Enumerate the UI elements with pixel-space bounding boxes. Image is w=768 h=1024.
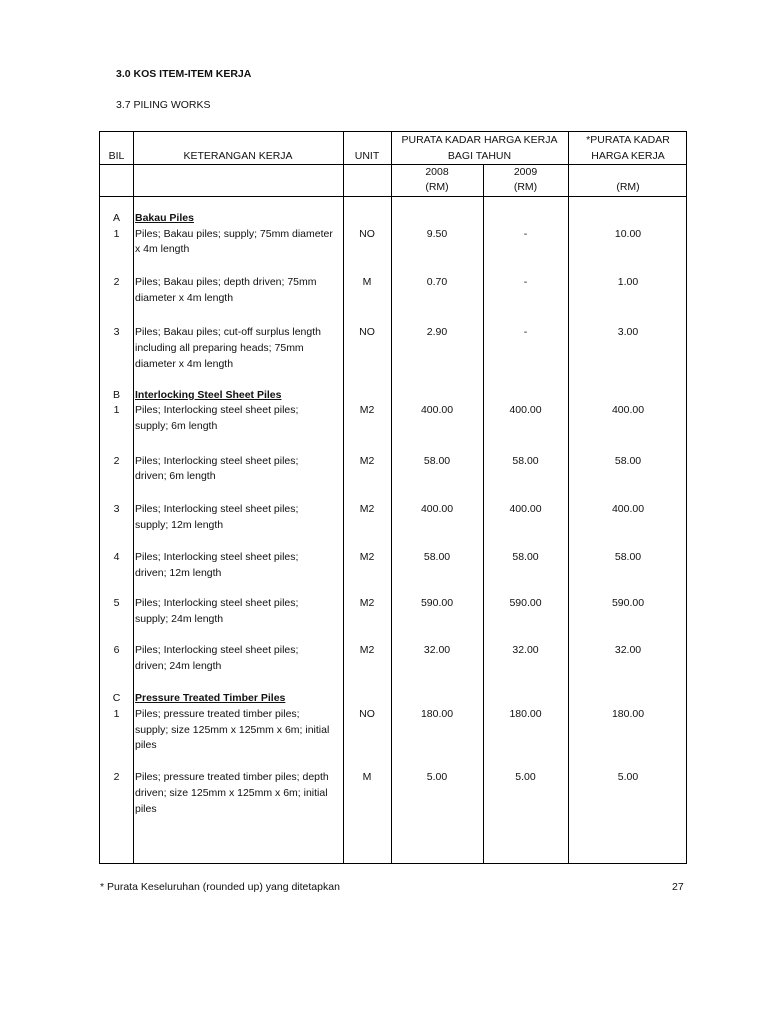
row-description-line: Piles; Interlocking steel sheet piles; <box>135 455 299 467</box>
row-rate-average: 590.00 <box>611 597 645 609</box>
row-description-line: Piles; Bakau piles; supply; 75mm diameter <box>135 228 333 240</box>
row-rate-2009: 58.00 <box>512 551 539 563</box>
section-heading: 3.0 KOS ITEM-ITEM KERJA <box>116 68 252 80</box>
row-description-line: diameter x 4m length <box>135 292 234 304</box>
subsection-heading: 3.7 PILING WORKS <box>116 99 211 111</box>
row-unit: M <box>362 276 372 288</box>
row-description-line: supply; size 125mm x 125mm x 6m; initial <box>135 724 330 736</box>
header-purata-line1: PURATA KADAR HARGA KERJA <box>401 134 558 146</box>
row-rate-2009: 32.00 <box>512 644 539 656</box>
row-unit: M2 <box>359 404 375 416</box>
row-description-line: x 4m length <box>135 243 190 255</box>
row-description-line: Piles; Interlocking steel sheet piles; <box>135 503 299 515</box>
row-rate-2008: 58.00 <box>423 455 451 467</box>
row-description-line: supply; 6m length <box>135 420 218 432</box>
page-number: 27 <box>672 881 684 893</box>
row-rate-average: 58.00 <box>614 455 642 467</box>
row-unit: M2 <box>359 455 375 467</box>
row-description-line: driven; 12m length <box>135 567 222 579</box>
row-rate-2008: 400.00 <box>420 503 454 515</box>
row-description-line: Piles; pressure treated timber piles; depth <box>135 771 329 783</box>
row-description-line: driven; 24m length <box>135 660 222 672</box>
row-bil: 3 <box>113 326 120 338</box>
row-rate-2008: 5.00 <box>426 771 448 783</box>
header-keterangan: KETERANGAN KERJA <box>183 150 293 162</box>
row-rate-2009: 400.00 <box>509 404 542 416</box>
header-overall-unit: (RM) <box>616 181 640 193</box>
row-unit: M <box>362 771 372 783</box>
row-unit: NO <box>359 326 375 338</box>
rates-table <box>99 131 687 864</box>
header-year-2008: 2008 <box>425 166 449 178</box>
row-description-line: diameter x 4m length <box>135 358 234 370</box>
row-description-line: supply; 12m length <box>135 519 224 531</box>
row-description-line: piles <box>135 739 157 751</box>
row-description-line: Piles; pressure treated timber piles; <box>135 708 300 720</box>
column-divider <box>133 132 134 863</box>
row-divider <box>100 196 686 197</box>
footnote: * Purata Keseluruhan (rounded up) yang ditetapkan <box>100 881 340 893</box>
header-overall-line1: *PURATA KADAR <box>586 134 670 146</box>
row-rate-2008: 0.70 <box>426 276 448 288</box>
row-description-line: piles <box>135 803 157 815</box>
row-rate-average: 180.00 <box>611 708 645 720</box>
row-rate-2008: 32.00 <box>423 644 451 656</box>
row-description-line: Piles; Interlocking steel sheet piles; <box>135 644 299 656</box>
row-bil: 2 <box>113 771 120 783</box>
header-unit: UNIT <box>354 150 380 162</box>
row-description-line: Piles; Interlocking steel sheet piles; <box>135 597 299 609</box>
row-rate-2008: 590.00 <box>420 597 454 609</box>
row-bil: 4 <box>113 551 120 563</box>
row-rate-2009: 180.00 <box>509 708 542 720</box>
row-bil: 2 <box>113 455 120 467</box>
header-year-2009: 2009 <box>513 166 538 178</box>
row-rate-average: 10.00 <box>614 228 642 240</box>
row-bil: 2 <box>113 276 120 288</box>
row-description-line: including all preparing heads; 75mm <box>135 342 304 354</box>
section-code: C <box>112 692 121 704</box>
row-rate-average: 3.00 <box>617 326 639 338</box>
row-unit: M2 <box>359 503 375 515</box>
header-year-2009-unit: (RM) <box>513 181 538 193</box>
row-bil: 1 <box>113 404 120 416</box>
row-bil: 3 <box>113 503 120 515</box>
row-description-line: Piles; Interlocking steel sheet piles; <box>135 551 299 563</box>
row-unit: M2 <box>359 551 375 563</box>
row-rate-2009: - <box>523 228 528 240</box>
row-description-line: supply; 24m length <box>135 613 224 625</box>
row-bil: 1 <box>113 708 120 720</box>
row-rate-2008: 180.00 <box>420 708 454 720</box>
row-bil: 5 <box>113 597 120 609</box>
section-title: Pressure Treated Timber Piles <box>135 692 286 704</box>
row-rate-average: 400.00 <box>611 404 645 416</box>
header-bil: BIL <box>108 150 125 162</box>
row-rate-2008: 9.50 <box>426 228 448 240</box>
row-unit: NO <box>359 228 375 240</box>
section-code: B <box>112 389 120 401</box>
header-purata-line2: BAGI TAHUN <box>447 150 512 162</box>
row-rate-2009: 5.00 <box>515 771 536 783</box>
row-rate-2009: 400.00 <box>509 503 542 515</box>
row-description-line: Piles; Bakau piles; depth driven; 75mm <box>135 276 317 288</box>
row-rate-average: 1.00 <box>617 276 639 288</box>
row-rate-average: 58.00 <box>614 551 642 563</box>
header-overall-line2: HARGA KERJA <box>591 150 665 162</box>
row-rate-2009: 590.00 <box>509 597 542 609</box>
section-title: Bakau Piles <box>135 212 194 224</box>
section-code: A <box>112 212 120 224</box>
row-rate-2008: 400.00 <box>420 404 454 416</box>
row-description-line: driven; size 125mm x 125mm x 6m; initial <box>135 787 328 799</box>
header-year-2008-unit: (RM) <box>425 181 449 193</box>
row-bil: 6 <box>113 644 120 656</box>
row-rate-average: 5.00 <box>617 771 639 783</box>
section-title: Interlocking Steel Sheet Piles <box>135 389 282 401</box>
row-rate-2009: 58.00 <box>512 455 539 467</box>
row-rate-2009: - <box>523 276 528 288</box>
row-rate-2009: - <box>523 326 528 338</box>
row-unit: M2 <box>359 644 375 656</box>
row-unit: NO <box>359 708 375 720</box>
row-rate-2008: 58.00 <box>423 551 451 563</box>
row-rate-average: 32.00 <box>614 644 642 656</box>
row-rate-2008: 2.90 <box>426 326 448 338</box>
row-description-line: driven; 6m length <box>135 470 216 482</box>
row-description-line: Piles; Interlocking steel sheet piles; <box>135 404 299 416</box>
row-description-line: Piles; Bakau piles; cut-off surplus length <box>135 326 321 338</box>
row-rate-average: 400.00 <box>611 503 645 515</box>
row-unit: M2 <box>359 597 375 609</box>
row-bil: 1 <box>113 228 120 240</box>
